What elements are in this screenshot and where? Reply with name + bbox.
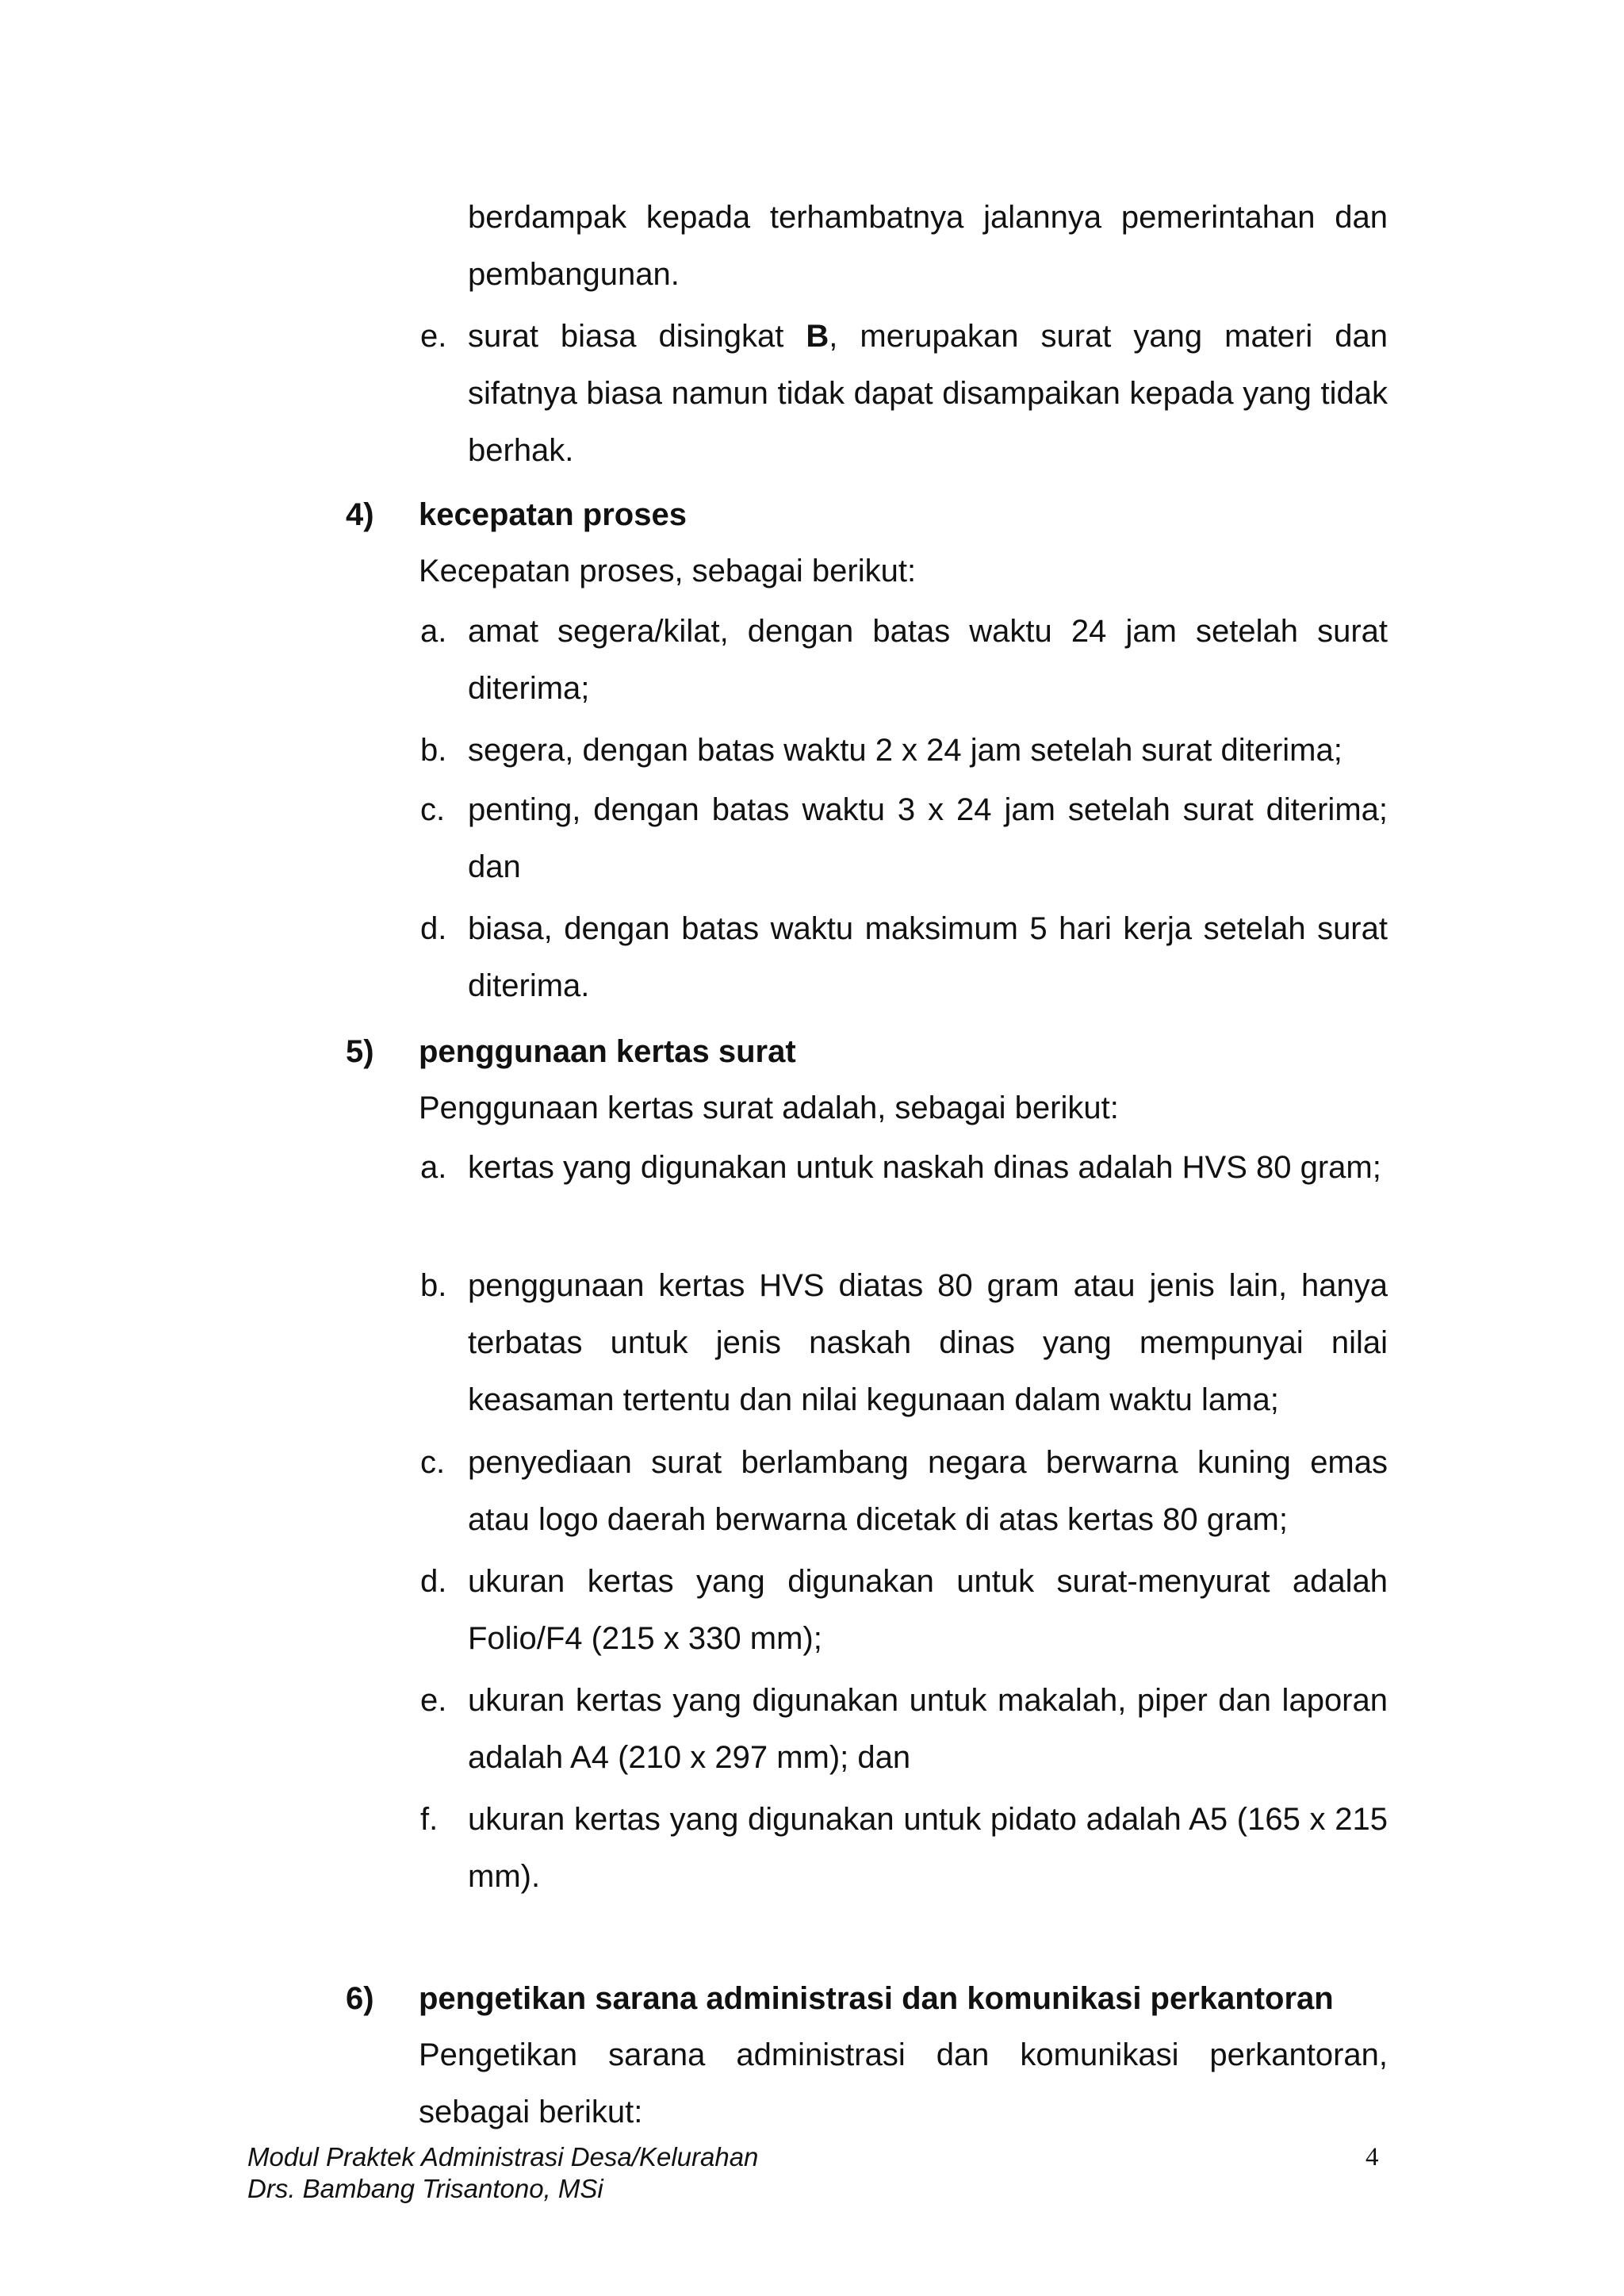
list-item-text: amat segera/kilat, dengan batas waktu 24 jam setelah surat diterima;: [468, 614, 1388, 706]
section-5-item-e: [420, 1672, 1388, 1786]
section-4-item-c: [420, 781, 1388, 895]
section-5-item-b: [420, 1257, 1388, 1428]
list-item-text: penggunaan kertas HVS diatas 80 gram atau jenis lain, hanya terbatas untuk jenis naskah dinas yang mempunyai nilai keasaman tertentu dan nilai kegunaan dalam waktu lama;: [468, 1268, 1388, 1417]
list-marker: d.: [420, 1564, 447, 1599]
section-4-number: 4): [346, 497, 374, 532]
list-item-text: ukuran kertas yang digunakan untuk pidato adalah A5 (165 x 215 mm).: [468, 1802, 1388, 1894]
footer-author: Drs. Bambang Trisantono, MSi: [247, 2174, 603, 2203]
text-segment: , merupakan surat yang materi dan sifatnya biasa namun tidak dapat disampaikan kepada yang tidak berhak.: [468, 319, 1388, 468]
list-marker: c.: [420, 1445, 446, 1480]
section-4-title: kecepatan proses: [419, 497, 687, 532]
section-5-number: 5): [346, 1034, 374, 1069]
list-item-text: ukuran kertas yang digunakan untuk makalah, piper dan laporan adalah A4 (210 x 297 mm); dan: [468, 1683, 1388, 1775]
section-5-intro: Penggunaan kertas surat adalah, sebagai berikut:: [419, 1091, 1119, 1125]
list-marker: d.: [420, 911, 447, 946]
list-item-text: [468, 308, 1388, 479]
continuation-text: berdampak kepada terhambatnya jalannya pemerintahan dan pembangunan.: [468, 200, 1388, 292]
page-number: 4: [1365, 2143, 1379, 2171]
section-4-intro: Kecepatan proses, sebagai berikut:: [419, 554, 917, 588]
list-marker: e.: [420, 319, 447, 354]
section-6-title: pengetikan sarana administrasi dan komunikasi perkantoran: [419, 1981, 1334, 2016]
list-marker: b.: [420, 733, 447, 768]
section-4-item-b: [420, 722, 1388, 779]
continuation-paragraph: [468, 189, 1388, 303]
section-4-item-a: [420, 603, 1388, 717]
list-item-text: ukuran kertas yang digunakan untuk surat-menyurat adalah Folio/F4 (215 x 330 mm);: [468, 1564, 1388, 1656]
section-5-item-f: [420, 1791, 1388, 1905]
list-item-text: biasa, dengan batas waktu maksimum 5 hari kerja setelah surat diterima.: [468, 911, 1388, 1003]
list-marker: e.: [420, 1683, 447, 1718]
section-4-item-d: [420, 900, 1388, 1014]
footer-module-title: Modul Praktek Administrasi Desa/Kelurahan: [247, 2142, 759, 2171]
section-5-title: penggunaan kertas surat: [419, 1034, 796, 1069]
list-item-text: kertas yang digunakan untuk naskah dinas adalah HVS 80 gram;: [468, 1150, 1381, 1185]
list-marker: b.: [420, 1268, 447, 1303]
bold-letter: B: [806, 319, 829, 354]
list-marker: a.: [420, 614, 447, 649]
list-item-text: penting, dengan batas waktu 3 x 24 jam setelah surat diterima; dan: [468, 792, 1388, 884]
section-5-item-a: [420, 1139, 1388, 1196]
section-5-item-c: [420, 1434, 1388, 1548]
list-marker: a.: [420, 1150, 447, 1185]
text-segment: surat biasa disingkat: [468, 319, 806, 354]
list-item-text: segera, dengan batas waktu 2 x 24 jam setelah surat diterima;: [468, 733, 1342, 768]
footer-credits: [247, 2141, 758, 2205]
section-5-item-d: [420, 1553, 1388, 1667]
list-marker: c.: [420, 792, 446, 827]
section-6-number: 6): [346, 1981, 374, 2016]
list-marker: f.: [420, 1802, 439, 1837]
list-item-e-surat-biasa: [420, 308, 1388, 479]
list-item-text: penyediaan surat berlambang negara berwarna kuning emas atau logo daerah berwarna dicetak di atas kertas 80 gram;: [468, 1445, 1388, 1537]
section-6-intro-text: Pengetikan sarana administrasi dan komunikasi perkantoran, sebagai berikut:: [419, 2037, 1388, 2129]
section-6-intro: [419, 2026, 1388, 2141]
